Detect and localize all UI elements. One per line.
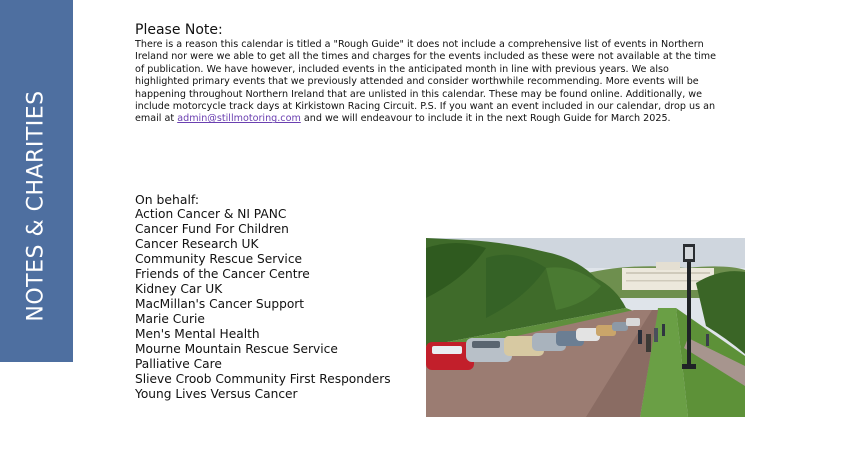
email-link[interactable]: admin@stillmotoring.com bbox=[177, 113, 301, 125]
list-item: Action Cancer & NI PANC bbox=[135, 207, 287, 221]
list-item: Friends of the Cancer Centre bbox=[135, 267, 310, 281]
list-item: Mourne Mountain Rescue Service bbox=[135, 342, 338, 356]
list-item: MacMillan's Cancer Support bbox=[135, 297, 305, 311]
list-item: Men's Mental Health bbox=[135, 327, 260, 341]
list-item: Cancer Research UK bbox=[135, 237, 259, 251]
sidebar-title: NOTES & CHARITIES bbox=[23, 90, 49, 322]
list-item: Slieve Croob Community First Responders bbox=[135, 372, 391, 386]
note-text-before-email: There is a reason this calendar is titled a "Rough Guide" it does not include a comprehensive list of events in Northern Ireland nor were we able to get all the times and charges for the events included as these were not available at the time of publication. We have however, included events in the anticipated month in line with previous years. We also highlighted primary events that we previously attended and consider worthwhile recommending. More events will be happening throughout Northern Ireland that are unlisted in this calendar. These may be found online. Additionally, we include motorcycle track days at Kirkistown Racing Circuit. P.S. If you want an event included in our calendar, drop us an email at bbox=[135, 39, 717, 125]
list-item: Community Rescue Service bbox=[135, 252, 303, 266]
note-heading: Please Note: bbox=[135, 22, 223, 38]
sidebar-band bbox=[0, 0, 73, 362]
list-item: Marie Curie bbox=[135, 312, 205, 326]
note-text-after-email: and we will endeavour to include it in the next Rough Guide for March 2025. bbox=[303, 113, 671, 125]
charities-heading: On behalf: bbox=[135, 192, 200, 207]
list-item: Kidney Car UK bbox=[135, 282, 223, 296]
note-body bbox=[135, 39, 720, 126]
list-item: Cancer Fund For Children bbox=[135, 222, 289, 236]
list-item: Young Lives Versus Cancer bbox=[135, 387, 298, 401]
list-item: Palliative Care bbox=[135, 357, 222, 371]
charity-list bbox=[135, 207, 391, 402]
car-show-photo bbox=[426, 238, 745, 417]
